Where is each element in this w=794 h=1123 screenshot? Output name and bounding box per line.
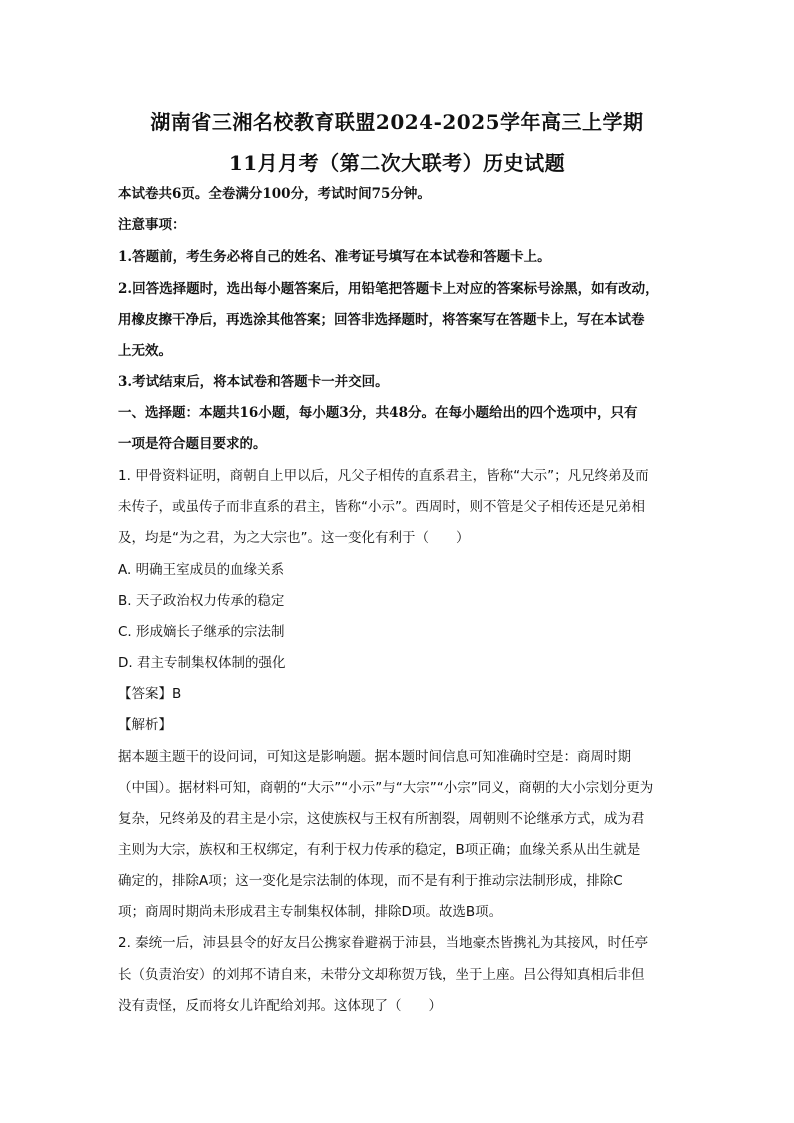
section-heading-line-1: 一、选择题：本题共16小题，每小题3分，共48分。在每小题给出的四个选项中，只有 bbox=[118, 405, 638, 421]
question-1-analysis-line-3: 复杂，兄终弟及的君主是小宗，这使族权与王权有所割裂，周朝则不论继承方式，成为君 bbox=[118, 811, 645, 827]
notice-item-2-line-3: 上无效。 bbox=[118, 343, 172, 359]
notice-heading: 注意事项： bbox=[118, 217, 186, 233]
exam-intro: 本试卷共6页。全卷满分100分，考试时间75分钟。 bbox=[118, 186, 431, 202]
question-1-analysis-heading: 【解析】 bbox=[118, 717, 172, 733]
question-1-analysis-line-5: 确定的，排除A项；这一变化是宗法制的体现，而不是有利于推动宗法制形成，排除C bbox=[118, 873, 623, 889]
notice-item-1: 1.答题前，考生务必将自己的姓名、准考证号填写在本试卷和答题卡上。 bbox=[118, 249, 551, 265]
question-2-stem-line-1: 2. 秦统一后，沛县县令的好友吕公携家眷避祸于沛县，当地豪杰皆携礼为其接风，时任亭 bbox=[118, 935, 649, 951]
notice-item-2-line-1: 2.回答选择题时，选出每小题答案后，用铅笔把答题卡上对应的答案标号涂黑，如有改动， bbox=[118, 281, 659, 297]
notice-item-3: 3.考试结束后，将本试卷和答题卡一并交回。 bbox=[118, 374, 389, 390]
question-1-stem-line-2: 未传子，或虽传子而非直系的君主，皆称“小示”。西周时，则不管是父子相传还是兄弟相 bbox=[118, 499, 645, 515]
question-1-stem-line-1: 1. 甲骨资料证明，商朝自上甲以后，凡父子相传的直系君主，皆称“大示”；凡兄终弟及而 bbox=[118, 468, 649, 484]
question-1-option-a: A. 明确王室成员的血缘关系 bbox=[118, 562, 285, 578]
question-2-stem-line-3: 没有责怪，反而将女儿许配给刘邦。这体现了（ ） bbox=[118, 998, 442, 1014]
question-1-analysis-line-4: 主则为大宗，族权和王权绑定，有利于权力传承的稳定，B项正确；血缘关系从出生就是 bbox=[118, 842, 641, 858]
question-1-answer: 【答案】B bbox=[118, 686, 182, 702]
notice-item-2-line-2: 用橡皮擦干净后，再选涂其他答案；回答非选择题时，将答案写在答题卡上，写在本试卷 bbox=[118, 312, 645, 328]
question-1-option-b: B. 天子政治权力传承的稳定 bbox=[118, 593, 285, 609]
question-2-stem-line-2: 长（负责治安）的刘邦不请自来，未带分文却称贺万钱，坐于上座。吕公得知真相后非但 bbox=[118, 967, 645, 983]
question-1-option-c: C. 形成嫡长子继承的宗法制 bbox=[118, 624, 285, 640]
document-title-line-2: 11月月考（第二次大联考）历史试题 bbox=[228, 151, 566, 175]
question-1-stem-line-3: 及，均是“为之君，为之大宗也”。这一变化有利于（ ） bbox=[118, 530, 470, 546]
section-heading-line-2: 一项是符合题目要求的。 bbox=[118, 436, 267, 452]
question-1-analysis-line-1: 据本题主题干的设问词，可知这是影响题。据本题时间信息可知准确时空是：商周时期 bbox=[118, 749, 631, 765]
question-1-analysis-line-6: 项；商周时期尚未形成君主专制集权体制，排除D项。故选B项。 bbox=[118, 904, 503, 920]
document-title-line-1: 湖南省三湘名校教育联盟2024-2025学年高三上学期 bbox=[150, 110, 644, 134]
question-1-option-d: D. 君主专制集权体制的强化 bbox=[118, 655, 286, 671]
question-1-analysis-line-2: （中国）。据材料可知，商朝的“大示”“小示”与“大宗”“小宗”同义，商朝的大小宗划分更为 bbox=[118, 780, 654, 796]
